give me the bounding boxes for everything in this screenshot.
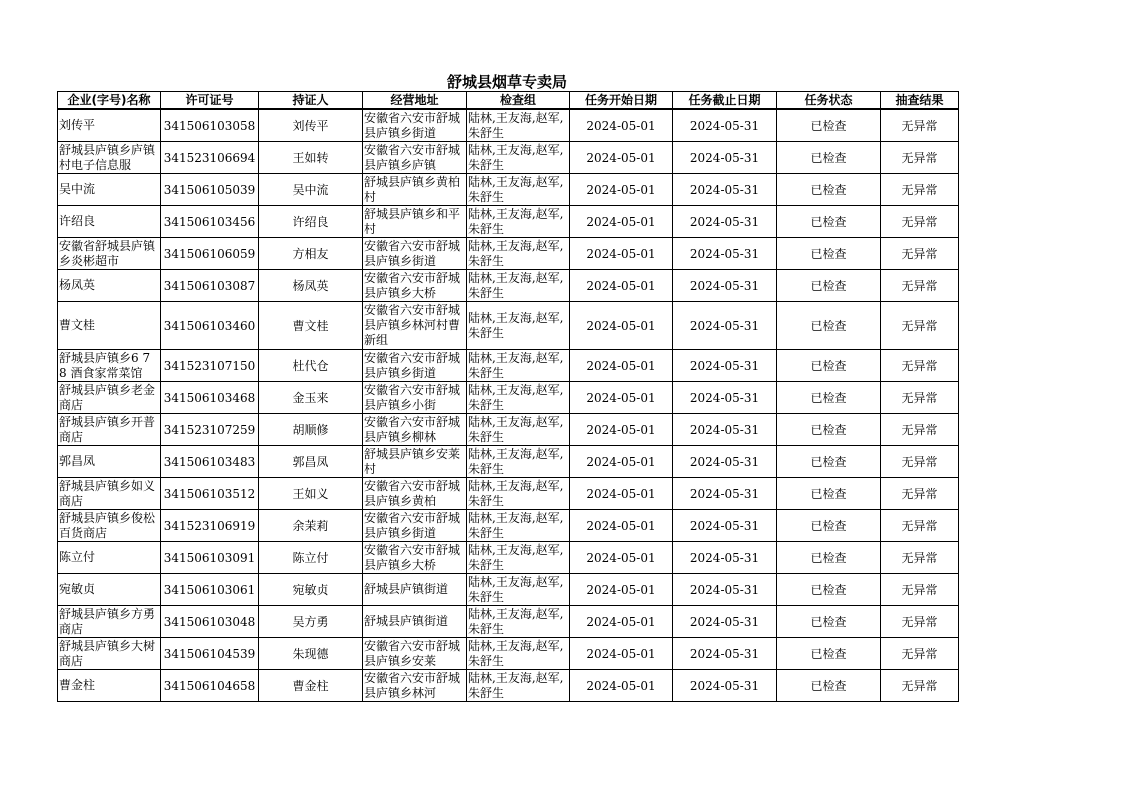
inspection-group-text: 陆林,王友海,赵军,朱舒生	[468, 310, 564, 340]
company-name-text: 舒城县庐镇乡开普商店	[59, 414, 156, 444]
table-row	[58, 446, 959, 478]
license-holder-cell: 杨凤英	[259, 270, 363, 302]
business-address-text: 舒城县庐镇乡和平村	[364, 206, 461, 236]
table-row	[58, 574, 959, 606]
table-row	[58, 302, 959, 350]
company-name-text: 曹金柱	[59, 678, 96, 692]
start-date-cell: 2024-05-01	[570, 510, 673, 542]
company-name-cell	[58, 670, 161, 702]
end-date-cell: 2024-05-31	[673, 414, 777, 446]
inspection-result-cell: 无异常	[881, 382, 959, 414]
inspection-group-text: 陆林,王友海,赵军,朱舒生	[468, 110, 564, 140]
license-number-cell: 341523106694	[161, 142, 259, 174]
end-date-cell: 2024-05-31	[673, 206, 777, 238]
task-status-cell: 已检查	[777, 382, 881, 414]
company-name-text: 舒城县庐镇乡老金商店	[59, 382, 156, 412]
task-status-cell: 已检查	[777, 142, 881, 174]
company-name-cell	[58, 638, 161, 670]
company-name-text: 宛敏贞	[59, 582, 96, 596]
company-name-text: 曹文桂	[59, 318, 96, 332]
inspection-result-cell: 无异常	[881, 606, 959, 638]
inspection-group-cell	[467, 350, 570, 382]
business-address-cell	[363, 446, 467, 478]
end-date-cell: 2024-05-31	[673, 670, 777, 702]
table-row	[58, 670, 959, 702]
task-status-cell: 已检查	[777, 109, 881, 142]
license-holder-cell: 方相友	[259, 238, 363, 270]
end-date-cell: 2024-05-31	[673, 606, 777, 638]
license-number-cell: 341506103456	[161, 206, 259, 238]
table-row	[58, 142, 959, 174]
license-number-cell: 341506103460	[161, 302, 259, 350]
inspection-group-text: 陆林,王友海,赵军,朱舒生	[468, 542, 564, 572]
table-row	[58, 174, 959, 206]
license-number-cell: 341523107150	[161, 350, 259, 382]
table-row	[58, 206, 959, 238]
company-name-text: 许绍良	[59, 214, 96, 228]
business-address-text: 舒城县庐镇街道	[364, 582, 449, 596]
license-number-cell: 341523107259	[161, 414, 259, 446]
business-address-cell	[363, 542, 467, 574]
inspection-group-text: 陆林,王友海,赵军,朱舒生	[468, 350, 564, 380]
end-date-cell: 2024-05-31	[673, 270, 777, 302]
start-date-cell: 2024-05-01	[570, 542, 673, 574]
end-date-cell: 2024-05-31	[673, 382, 777, 414]
license-holder-cell: 吴中流	[259, 174, 363, 206]
header-task-status: 任务状态	[777, 92, 881, 110]
business-address-text: 安徽省六安市舒城县庐镇乡大桥	[364, 542, 461, 572]
start-date-cell: 2024-05-01	[570, 109, 673, 142]
inspection-result-cell: 无异常	[881, 142, 959, 174]
start-date-cell: 2024-05-01	[570, 270, 673, 302]
end-date-cell: 2024-05-31	[673, 446, 777, 478]
table-row	[58, 510, 959, 542]
end-date-cell: 2024-05-31	[673, 478, 777, 510]
start-date-cell: 2024-05-01	[570, 606, 673, 638]
inspection-result-cell: 无异常	[881, 206, 959, 238]
task-status-cell: 已检查	[777, 606, 881, 638]
inspection-group-cell	[467, 414, 570, 446]
inspection-group-text: 陆林,王友海,赵军,朱舒生	[468, 206, 564, 236]
end-date-cell: 2024-05-31	[673, 142, 777, 174]
task-status-cell: 已检查	[777, 670, 881, 702]
table-row	[58, 542, 959, 574]
inspection-group-cell	[467, 510, 570, 542]
start-date-cell: 2024-05-01	[570, 174, 673, 206]
table-row	[58, 382, 959, 414]
inspection-group-text: 陆林,王友海,赵军,朱舒生	[468, 238, 564, 268]
inspection-group-text: 陆林,王友海,赵军,朱舒生	[468, 270, 564, 300]
task-status-cell: 已检查	[777, 302, 881, 350]
license-number-cell: 341506103091	[161, 542, 259, 574]
license-number-cell: 341506103061	[161, 574, 259, 606]
inspection-result-cell: 无异常	[881, 478, 959, 510]
company-name-text: 安徽省舒城县庐镇乡炎彬超市	[59, 238, 156, 268]
end-date-cell: 2024-05-31	[673, 174, 777, 206]
inspection-table	[57, 91, 959, 702]
business-address-text: 安徽省六安市舒城县庐镇乡街道	[364, 238, 461, 268]
end-date-cell: 2024-05-31	[673, 574, 777, 606]
company-name-text: 郭昌凤	[59, 454, 96, 468]
business-address-text: 安徽省六安市舒城县庐镇乡街道	[364, 510, 461, 540]
start-date-cell: 2024-05-01	[570, 638, 673, 670]
license-holder-cell: 王如转	[259, 142, 363, 174]
inspection-group-cell	[467, 238, 570, 270]
license-holder-cell: 刘传平	[259, 109, 363, 142]
license-number-cell: 341506103468	[161, 382, 259, 414]
task-status-cell: 已检查	[777, 350, 881, 382]
inspection-result-cell: 无异常	[881, 510, 959, 542]
license-number-cell: 341506106059	[161, 238, 259, 270]
business-address-text: 安徽省六安市舒城县庐镇乡大桥	[364, 270, 461, 300]
inspection-result-cell: 无异常	[881, 350, 959, 382]
license-holder-cell: 吴方勇	[259, 606, 363, 638]
license-number-cell: 341506103512	[161, 478, 259, 510]
inspection-group-cell	[467, 446, 570, 478]
inspection-result-cell: 无异常	[881, 270, 959, 302]
business-address-text: 安徽省六安市舒城县庐镇乡黄柏	[364, 478, 461, 508]
business-address-cell	[363, 670, 467, 702]
company-name-text: 陈立付	[59, 550, 96, 564]
header-license-number: 许可证号	[161, 92, 259, 110]
end-date-cell: 2024-05-31	[673, 510, 777, 542]
business-address-cell	[363, 382, 467, 414]
inspection-group-text: 陆林,王友海,赵军,朱舒生	[468, 510, 564, 540]
business-address-text: 安徽省六安市舒城县庐镇乡街道	[364, 350, 461, 380]
document-title: 舒城县烟草专卖局	[446, 73, 567, 91]
company-name-cell	[58, 606, 161, 638]
business-address-cell	[363, 638, 467, 670]
task-status-cell: 已检查	[777, 638, 881, 670]
business-address-text: 安徽省六安市舒城县庐镇乡小街	[364, 382, 461, 412]
task-status-cell: 已检查	[777, 238, 881, 270]
inspection-result-cell: 无异常	[881, 446, 959, 478]
inspection-group-cell	[467, 206, 570, 238]
company-name-text: 吴中流	[59, 182, 96, 196]
task-status-cell: 已检查	[777, 414, 881, 446]
inspection-group-text: 陆林,王友海,赵军,朱舒生	[468, 446, 564, 476]
inspection-group-cell	[467, 606, 570, 638]
start-date-cell: 2024-05-01	[570, 238, 673, 270]
license-number-cell: 341506103483	[161, 446, 259, 478]
license-number-cell: 341506103048	[161, 606, 259, 638]
business-address-cell	[363, 142, 467, 174]
business-address-cell	[363, 574, 467, 606]
business-address-text: 安徽省六安市舒城县庐镇乡庐镇	[364, 142, 461, 172]
license-number-cell: 341506103058	[161, 109, 259, 142]
start-date-cell: 2024-05-01	[570, 446, 673, 478]
inspection-group-text: 陆林,王友海,赵军,朱舒生	[468, 174, 564, 204]
license-holder-cell: 许绍良	[259, 206, 363, 238]
license-number-cell: 341506104539	[161, 638, 259, 670]
company-name-text: 舒城县庐镇乡庐镇村电子信息服	[59, 142, 156, 172]
start-date-cell: 2024-05-01	[570, 574, 673, 606]
inspection-group-cell	[467, 574, 570, 606]
company-name-cell	[58, 574, 161, 606]
table-row	[58, 478, 959, 510]
company-name-text: 舒城县庐镇乡如义商店	[59, 478, 156, 508]
business-address-cell	[363, 414, 467, 446]
table-row	[58, 109, 959, 142]
inspection-result-cell: 无异常	[881, 542, 959, 574]
business-address-text: 安徽省六安市舒城县庐镇乡安莱	[364, 638, 461, 668]
business-address-cell	[363, 109, 467, 142]
business-address-cell	[363, 606, 467, 638]
inspection-group-cell	[467, 542, 570, 574]
header-end-date: 任务截止日期	[673, 92, 777, 110]
inspection-result-cell: 无异常	[881, 638, 959, 670]
company-name-cell	[58, 414, 161, 446]
company-name-cell	[58, 350, 161, 382]
header-company-name: 企业(字号)名称	[58, 92, 161, 110]
header-inspection-group: 检查组	[467, 92, 570, 110]
inspection-group-text: 陆林,王友海,赵军,朱舒生	[468, 414, 564, 444]
license-number-cell: 341523106919	[161, 510, 259, 542]
inspection-group-text: 陆林,王友海,赵军,朱舒生	[468, 142, 564, 172]
license-holder-cell: 杜代仓	[259, 350, 363, 382]
license-holder-cell: 陈立付	[259, 542, 363, 574]
company-name-cell	[58, 302, 161, 350]
end-date-cell: 2024-05-31	[673, 542, 777, 574]
company-name-text: 刘传平	[59, 118, 96, 132]
company-name-cell	[58, 446, 161, 478]
license-holder-cell: 郭昌凤	[259, 446, 363, 478]
inspection-result-cell: 无异常	[881, 238, 959, 270]
company-name-cell	[58, 238, 161, 270]
task-status-cell: 已检查	[777, 174, 881, 206]
business-address-text: 安徽省六安市舒城县庐镇乡街道	[364, 110, 461, 140]
license-number-cell: 341506104658	[161, 670, 259, 702]
business-address-cell	[363, 478, 467, 510]
inspection-result-cell: 无异常	[881, 414, 959, 446]
start-date-cell: 2024-05-01	[570, 382, 673, 414]
license-number-cell: 341506105039	[161, 174, 259, 206]
inspection-group-cell	[467, 302, 570, 350]
license-number-cell: 341506103087	[161, 270, 259, 302]
inspection-group-cell	[467, 109, 570, 142]
header-row	[58, 92, 959, 110]
company-name-text: 杨凤英	[59, 278, 96, 292]
company-name-cell	[58, 174, 161, 206]
task-status-cell: 已检查	[777, 270, 881, 302]
header-inspection-result: 抽查结果	[881, 92, 959, 110]
inspection-group-text: 陆林,王友海,赵军,朱舒生	[468, 670, 564, 700]
table-row	[58, 238, 959, 270]
start-date-cell: 2024-05-01	[570, 350, 673, 382]
business-address-cell	[363, 174, 467, 206]
task-status-cell: 已检查	[777, 206, 881, 238]
company-name-cell	[58, 270, 161, 302]
license-holder-cell: 曹文桂	[259, 302, 363, 350]
inspection-group-cell	[467, 382, 570, 414]
company-name-cell	[58, 542, 161, 574]
start-date-cell: 2024-05-01	[570, 142, 673, 174]
company-name-cell	[58, 142, 161, 174]
business-address-cell	[363, 510, 467, 542]
table-row	[58, 638, 959, 670]
company-name-text: 舒城县庐镇乡俊松百货商店	[59, 510, 156, 540]
inspection-group-cell	[467, 638, 570, 670]
business-address-cell	[363, 206, 467, 238]
business-address-text: 舒城县庐镇乡黄柏村	[364, 174, 461, 204]
task-status-cell: 已检查	[777, 510, 881, 542]
inspection-result-cell: 无异常	[881, 302, 959, 350]
license-holder-cell: 余茉莉	[259, 510, 363, 542]
license-holder-cell: 王如义	[259, 478, 363, 510]
start-date-cell: 2024-05-01	[570, 302, 673, 350]
start-date-cell: 2024-05-01	[570, 414, 673, 446]
task-status-cell: 已检查	[777, 542, 881, 574]
header-business-address: 经营地址	[363, 92, 467, 110]
task-status-cell: 已检查	[777, 446, 881, 478]
company-name-cell	[58, 109, 161, 142]
business-address-text: 安徽省六安市舒城县庐镇乡柳林	[364, 414, 461, 444]
company-name-text: 舒城县庐镇乡方勇商店	[59, 606, 156, 636]
company-name-cell	[58, 206, 161, 238]
business-address-text: 安徽省六安市舒城县庐镇乡林河村曹新组	[364, 303, 461, 347]
start-date-cell: 2024-05-01	[570, 670, 673, 702]
business-address-text: 安徽省六安市舒城县庐镇乡林河	[364, 670, 461, 700]
business-address-cell	[363, 238, 467, 270]
end-date-cell: 2024-05-31	[673, 350, 777, 382]
business-address-text: 舒城县庐镇街道	[364, 614, 449, 628]
company-name-text: 舒城县庐镇乡6 7 8 酒食家常菜馆	[59, 350, 151, 380]
inspection-group-text: 陆林,王友海,赵军,朱舒生	[468, 574, 564, 604]
table-row	[58, 270, 959, 302]
end-date-cell: 2024-05-31	[673, 302, 777, 350]
start-date-cell: 2024-05-01	[570, 206, 673, 238]
table-row	[58, 350, 959, 382]
license-holder-cell: 曹金柱	[259, 670, 363, 702]
inspection-group-cell	[467, 670, 570, 702]
end-date-cell: 2024-05-31	[673, 109, 777, 142]
business-address-cell	[363, 350, 467, 382]
inspection-group-text: 陆林,王友海,赵军,朱舒生	[468, 478, 564, 508]
license-holder-cell: 宛敏贞	[259, 574, 363, 606]
end-date-cell: 2024-05-31	[673, 238, 777, 270]
start-date-cell: 2024-05-01	[570, 478, 673, 510]
license-holder-cell: 朱现德	[259, 638, 363, 670]
task-status-cell: 已检查	[777, 574, 881, 606]
end-date-cell: 2024-05-31	[673, 638, 777, 670]
task-status-cell: 已检查	[777, 478, 881, 510]
inspection-group-cell	[467, 142, 570, 174]
company-name-cell	[58, 510, 161, 542]
inspection-result-cell: 无异常	[881, 109, 959, 142]
inspection-group-text: 陆林,王友海,赵军,朱舒生	[468, 638, 564, 668]
inspection-result-cell: 无异常	[881, 574, 959, 606]
header-start-date: 任务开始日期	[570, 92, 673, 110]
inspection-group-cell	[467, 174, 570, 206]
business-address-cell	[363, 270, 467, 302]
business-address-text: 舒城县庐镇乡安莱村	[364, 446, 461, 476]
table-row	[58, 606, 959, 638]
company-name-cell	[58, 382, 161, 414]
business-address-cell	[363, 302, 467, 350]
inspection-group-cell	[467, 478, 570, 510]
inspection-group-cell	[467, 270, 570, 302]
inspection-group-text: 陆林,王友海,赵军,朱舒生	[468, 382, 564, 412]
inspection-group-text: 陆林,王友海,赵军,朱舒生	[468, 606, 564, 636]
header-license-holder: 持证人	[259, 92, 363, 110]
license-holder-cell: 胡顺修	[259, 414, 363, 446]
table-row	[58, 414, 959, 446]
company-name-cell	[58, 478, 161, 510]
company-name-text: 舒城县庐镇乡大树商店	[59, 638, 156, 668]
inspection-result-cell: 无异常	[881, 670, 959, 702]
license-holder-cell: 金玉来	[259, 382, 363, 414]
inspection-result-cell: 无异常	[881, 174, 959, 206]
